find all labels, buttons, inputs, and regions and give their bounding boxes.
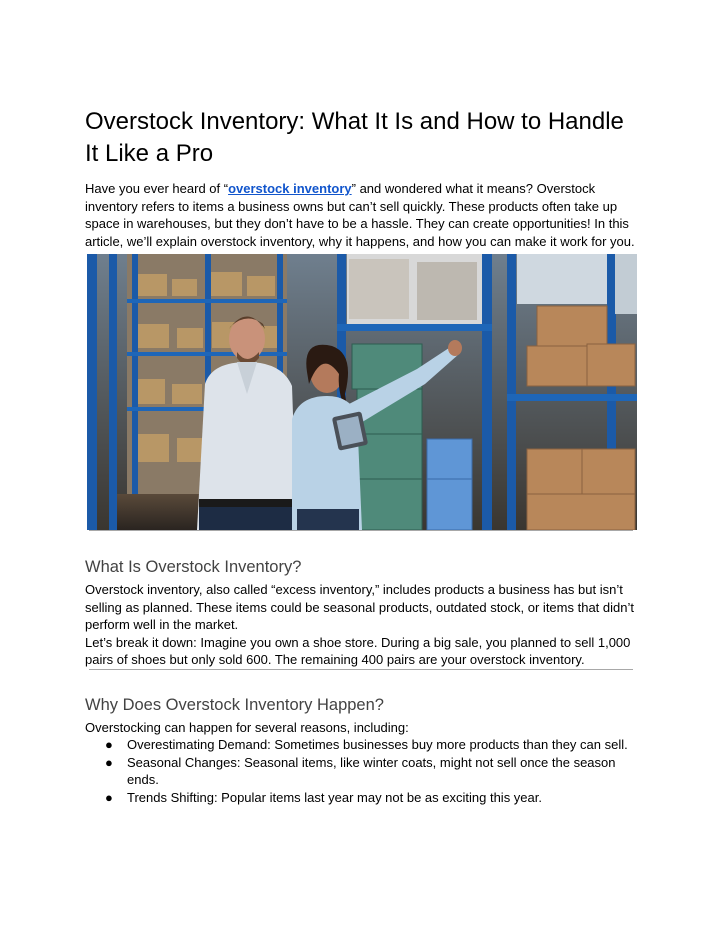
document-body (85, 106, 637, 806)
intro-paragraph (85, 180, 637, 250)
list-item: ● Overestimating Demand: Sometimes businesses buy more products than they can sell. (105, 737, 628, 752)
warehouse-illustration (87, 254, 637, 530)
reasons-intro: Overstocking can happen for several reasons, including: (85, 719, 409, 735)
bullet-icon: ● (105, 737, 113, 752)
reasons-list (85, 736, 637, 806)
intro-text-before: Have you ever heard of “ (85, 181, 229, 196)
page-title: Overstock Inventory: What It Is and How to Handle It Like a Pro (85, 108, 624, 167)
definition-paragraph: Overstock inventory, also called “excess inventory,” includes products a business has but isn’t selling as planned. These items could be seasonal products, outdated stock, or items that didn’t perform well in the market. (85, 582, 634, 632)
section-why (85, 719, 637, 807)
section-heading-why: Why Does Overstock Inventory Happen? (85, 695, 384, 714)
bullet-icon: ● (105, 754, 113, 770)
section-what-is (85, 581, 637, 669)
horizontal-rule (89, 669, 633, 670)
list-item: ● Seasonal Changes: Seasonal items, like winter coats, might not sell once the season ends. (105, 754, 616, 787)
example-paragraph: Let’s break it down: Imagine you own a shoe store. During a big sale, you planned to sell 1,000 pairs of shoes but only sold 600. The remaining 400 pairs are your overstock inventory. (85, 634, 631, 667)
list-item: ● Trends Shifting: Popular items last year may not be as exciting this year. (105, 789, 542, 805)
intro-text-after: ” and wondered what it means? Overstock inventory refers to items a business owns but can’t sell quickly. These products often take up space in warehouses, but they don’t have to be a hassle. They can create opportunities! In this article, we’ll explain overstock inventory, why it happens, and how you can make it work for you. (85, 181, 635, 249)
bullet-icon: ● (105, 789, 113, 805)
warehouse-photo (87, 254, 637, 530)
horizontal-rule (89, 530, 633, 531)
overstock-inventory-link[interactable]: overstock inventory (228, 181, 352, 196)
section-heading-what-is: What Is Overstock Inventory? (85, 558, 302, 576)
